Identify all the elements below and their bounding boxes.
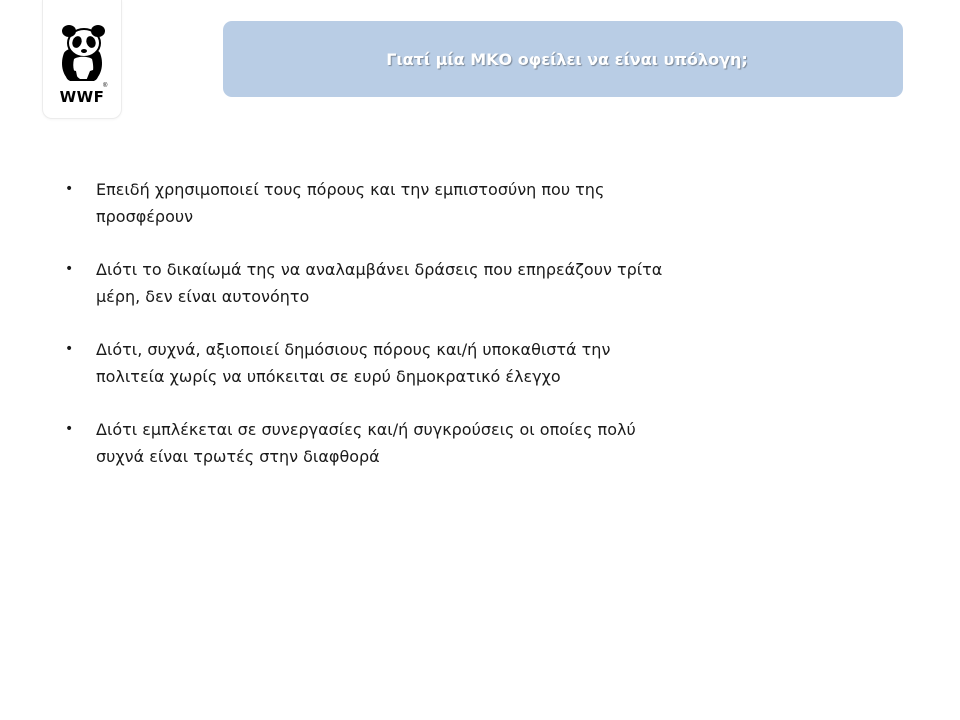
bullet-marker: •: [65, 181, 74, 197]
bullet-marker: •: [65, 341, 74, 357]
bullet-item: [62, 176, 802, 230]
bullet-text-line: Διότι το δικαίωμά της να αναλαμβάνει δράσεις που επηρεάζουν τρίτα: [96, 260, 663, 279]
bullet-text-line: Διότι, συχνά, αξιοποιεί δημόσιους πόρους και/ή υποκαθιστά την: [96, 340, 611, 359]
bullet-text-line: Διότι εμπλέκεται σε συνεργασίες και/ή συγκρούσεις οι οποίες πολύ: [96, 420, 636, 439]
bullet-text-line: Επειδή χρησιμοποιεί τους πόρους και την εμπιστοσύνη που της: [96, 180, 605, 199]
registered-mark: ®: [103, 83, 108, 89]
bullet-text-line: μέρη, δεν είναι αυτονόητο: [96, 287, 310, 306]
bullet-item: [62, 336, 802, 390]
bullet-list: [62, 176, 802, 496]
title-bar: [223, 21, 903, 97]
bullet-text-line: πολιτεία χωρίς να υπόκειται σε ευρύ δημοκρατικό έλεγχο: [96, 367, 561, 386]
slide-title: Γιατί μία ΜΚΟ οφείλει να είναι υπόλογη;: [386, 49, 748, 69]
wwf-logo: [42, 0, 122, 119]
bullet-marker: •: [65, 261, 74, 277]
logo-wordmark: WWF: [59, 88, 105, 106]
bullet-item: [62, 256, 802, 310]
panda-logo-icon: [54, 23, 110, 85]
bullet-item: [62, 416, 802, 470]
bullet-marker: •: [65, 421, 74, 437]
bullet-text-line: συχνά είναι τρωτές στην διαφθορά: [96, 447, 380, 466]
bullet-text-line: προσφέρουν: [96, 207, 194, 226]
